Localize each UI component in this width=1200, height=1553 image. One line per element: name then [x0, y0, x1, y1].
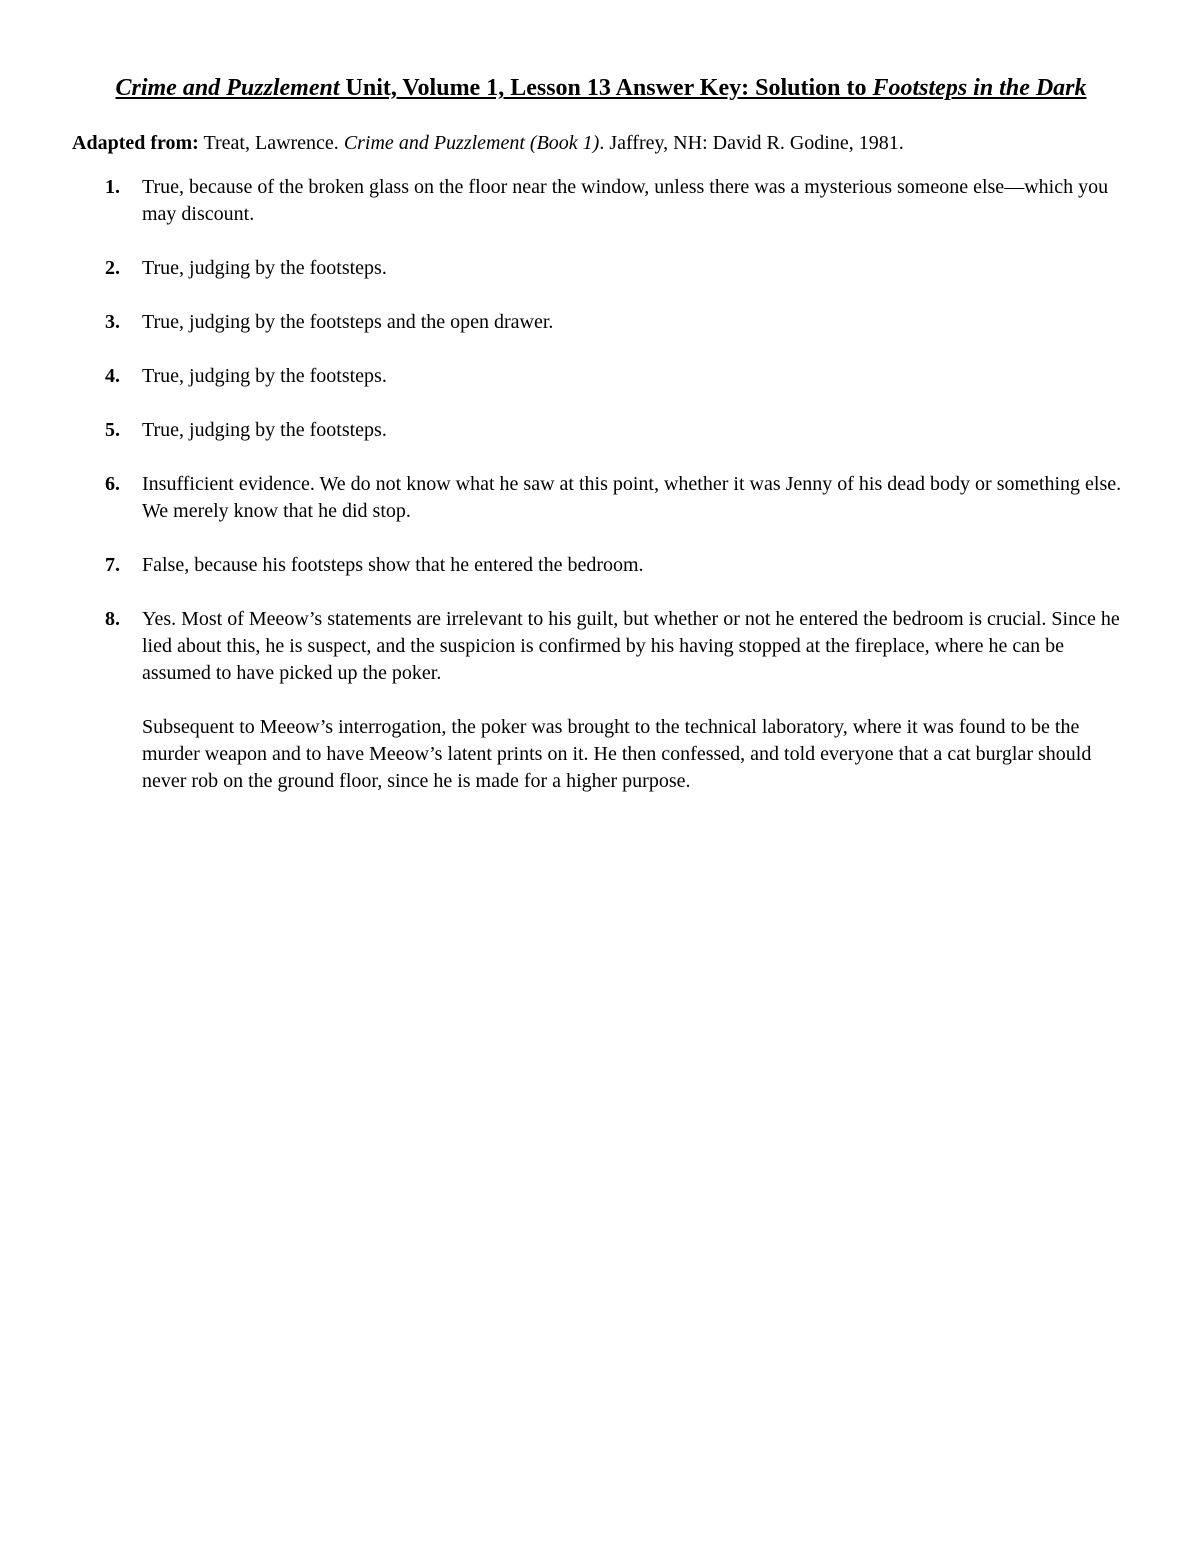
source-book-title: Crime and Puzzlement (Book 1) — [343, 132, 600, 154]
answer-list — [72, 174, 1130, 795]
answer-number: 2. — [105, 257, 120, 279]
source-author: Treat, Lawrence. — [198, 132, 344, 154]
answer-item-7 — [72, 552, 1130, 579]
answer-item-4 — [72, 363, 1130, 390]
answer-item-6 — [72, 471, 1130, 525]
source-publisher: . Jaffrey, NH: David R. Godine, 1981. — [599, 132, 904, 154]
answer-text: True, judging by the footsteps. — [142, 257, 387, 279]
answer-text: Yes. Most of Meeow’s statements are irrelevant to his guilt, but whether or not he entered the bedroom is crucial. Since he lied about this, he is suspect, and the suspicion is confirmed by his having stopped at the fireplace, where he can be assumed to have picked up the poker. — [142, 608, 1120, 684]
answer-item-1 — [72, 174, 1130, 228]
answer-number: 4. — [105, 365, 120, 387]
answer-text: True, because of the broken glass on the floor near the window, unless there was a mysterious someone else—which you may discount. — [142, 176, 1109, 225]
title-lesson-info: Unit, Volume 1, Lesson 13 Answer Key: Solution to — [339, 75, 873, 101]
title-series-name: Crime and Puzzlement — [115, 75, 340, 101]
answer-item-5 — [72, 417, 1130, 444]
source-citation — [72, 130, 1130, 156]
answer-item-8 — [72, 606, 1130, 795]
answer-number: 5. — [105, 419, 120, 441]
title-puzzle-name: Footsteps in the Dark — [872, 75, 1087, 101]
source-label: Adapted from: — [72, 132, 199, 154]
answer-followup-text: Subsequent to Meeow’s interrogation, the poker was brought to the technical laboratory, where it was found to be the murder weapon and to have Meeow’s latent prints on it. He then confessed, and told everyone that a cat burglar should never rob on the ground floor, since he is made for a higher purpose. — [142, 716, 1092, 792]
answer-item-3 — [72, 309, 1130, 336]
answer-text: True, judging by the footsteps and the open drawer. — [142, 311, 554, 333]
answer-text: True, judging by the footsteps. — [142, 419, 387, 441]
answer-item-2 — [72, 255, 1130, 282]
page-title — [72, 72, 1130, 104]
answer-number: 3. — [105, 311, 120, 333]
answer-number: 1. — [105, 176, 120, 198]
answer-text: False, because his footsteps show that he entered the bedroom. — [142, 554, 644, 576]
answer-text: Insufficient evidence. We do not know what he saw at this point, whether it was Jenny of his dead body or something else. We merely know that he did stop. — [142, 473, 1122, 522]
answer-number: 8. — [105, 608, 120, 630]
answer-text: True, judging by the footsteps. — [142, 365, 387, 387]
answer-number: 6. — [105, 473, 120, 495]
answer-number: 7. — [105, 554, 120, 576]
